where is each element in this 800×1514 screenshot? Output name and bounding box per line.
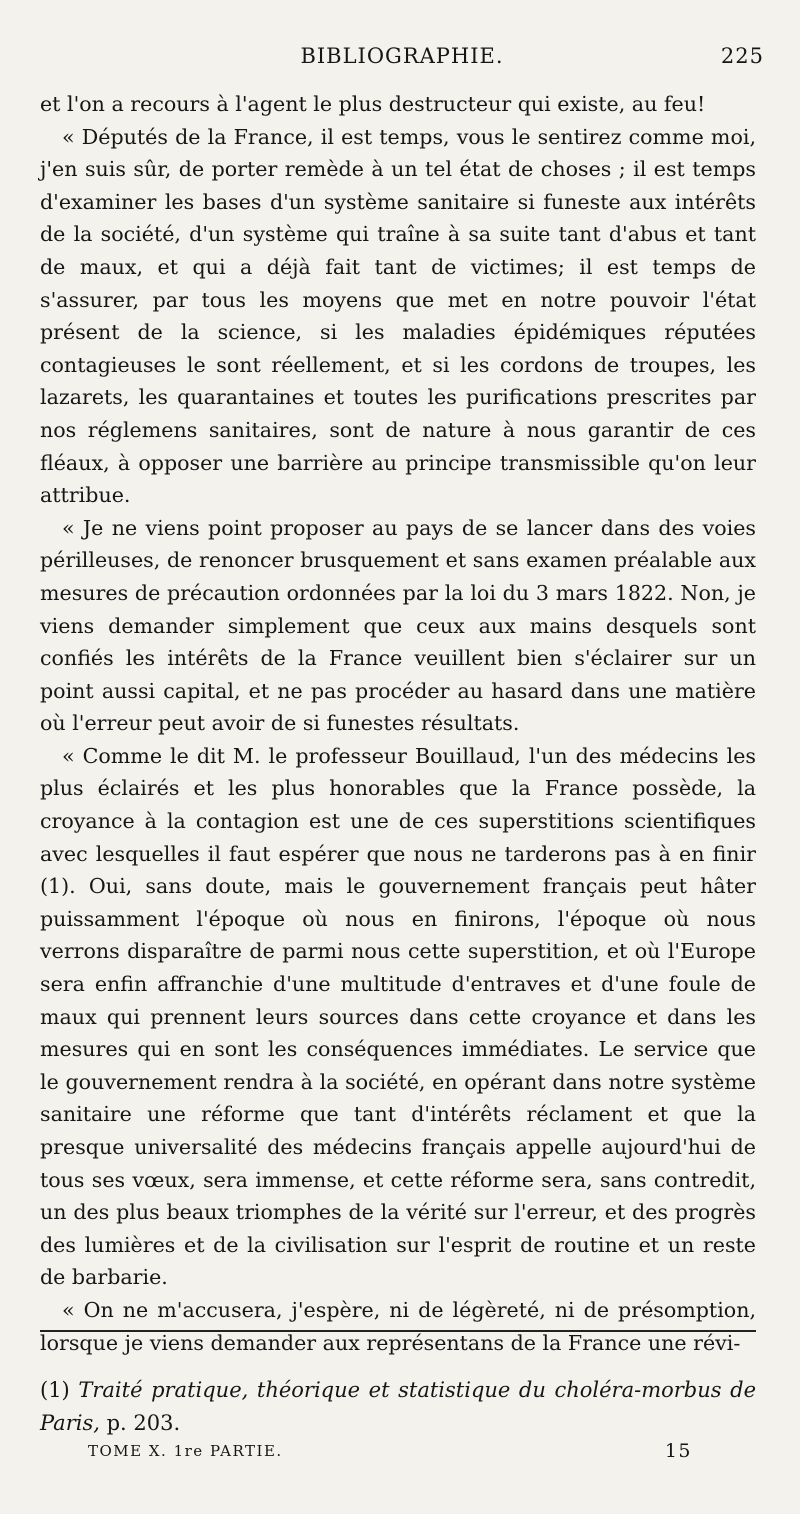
- footnote-rule: [40, 1330, 756, 1332]
- footnote-page-ref: p. 203.: [99, 1411, 181, 1435]
- signature-right: 15: [664, 1440, 692, 1462]
- paragraph: « Je ne viens point proposer au pays de se lancer dans des voies périlleuses, de renoncer brusquement et sans examen préalable aux mesures de précaution ordonnées par la loi du 3 mars 1822. Non, je viens demander simplement que ceux aux mains desquels sont confiés les intérêts de la France veuillent bien s'éclairer sur un point aussi capital, et ne pas procéder au hasard dans une matière où l'erreur peut avoir de si funestes résultats.: [40, 515, 756, 736]
- signature-line: [88, 1442, 692, 1460]
- body-text: [40, 88, 756, 1359]
- page-number: 225: [720, 44, 764, 68]
- footnote-marker: (1): [40, 1378, 79, 1402]
- running-head-title: BIBLIOGRAPHIE.: [300, 44, 504, 68]
- running-head: [40, 44, 764, 74]
- paragraph: « On ne m'accusera, j'espère, ni de légèreté, ni de présomption, lorsque je viens demander aux représentans de la France une révi-: [40, 1297, 756, 1355]
- signature-left: TOME X. 1re PARTIE.: [88, 1442, 283, 1460]
- paragraph: « Comme le dit M. le professeur Bouillaud, l'un des médecins les plus éclairés et les plus honorables que la France possède, la croyance à la contagion est une de ces superstitions scientifiques avec lesquelles il faut espérer que nous ne tarderons pas à en finir (1). Oui, sans doute, mais le gouvernement français peut hâter puissamment l'époque où nous en finirons, l'époque où nous verrons disparaître de parmi nous cette superstition, et où l'Europe sera enfin affranchie d'une multitude d'entraves et d'une foule de maux qui prennent leurs sources dans cette croyance et dans les mesures qui en sont les conséquences immédiates. Le service que le gouvernement rendra à la société, en opérant dans notre système sanitaire une réforme que tant d'intérêts réclament et que la presque universalité des médecins français appelle aujourd'hui de tous ses vœux, sera immense, et cette réforme sera, sans contredit, un des plus beaux triomphes de la vérité sur l'erreur, et des progrès des lumières et de la civilisation sur l'esprit de routine et un reste de barbarie.: [40, 743, 756, 1290]
- paragraph: « Députés de la France, il est temps, vous le sentirez comme moi, j'en suis sûr, de porter remède à un tel état de choses ; il est temps d'examiner les bases d'un système sanitaire si funeste aux intérêts de la société, d'un système qui traîne à sa suite tant d'abus et tant de maux, et qui a déjà fait tant de victimes; il est temps de s'assurer, par tous les moyens que met en notre pouvoir l'état présent de la science, si les maladies épidémiques réputées contagieuses le sont réellement, et si les cordons de troupes, les lazarets, les quarantaines et toutes les purifications prescrites par nos réglemens sanitaires, sont de nature à nous garantir de ces fléaux, à opposer une barrière au principe transmissible qu'on leur attribue.: [40, 124, 756, 508]
- footnote: [40, 1374, 756, 1440]
- footnote-title: Traité pratique, théorique et statistique du choléra-morbus de Paris,: [40, 1378, 757, 1435]
- paragraph: et l'on a recours à l'agent le plus destructeur qui existe, au feu!: [40, 92, 706, 116]
